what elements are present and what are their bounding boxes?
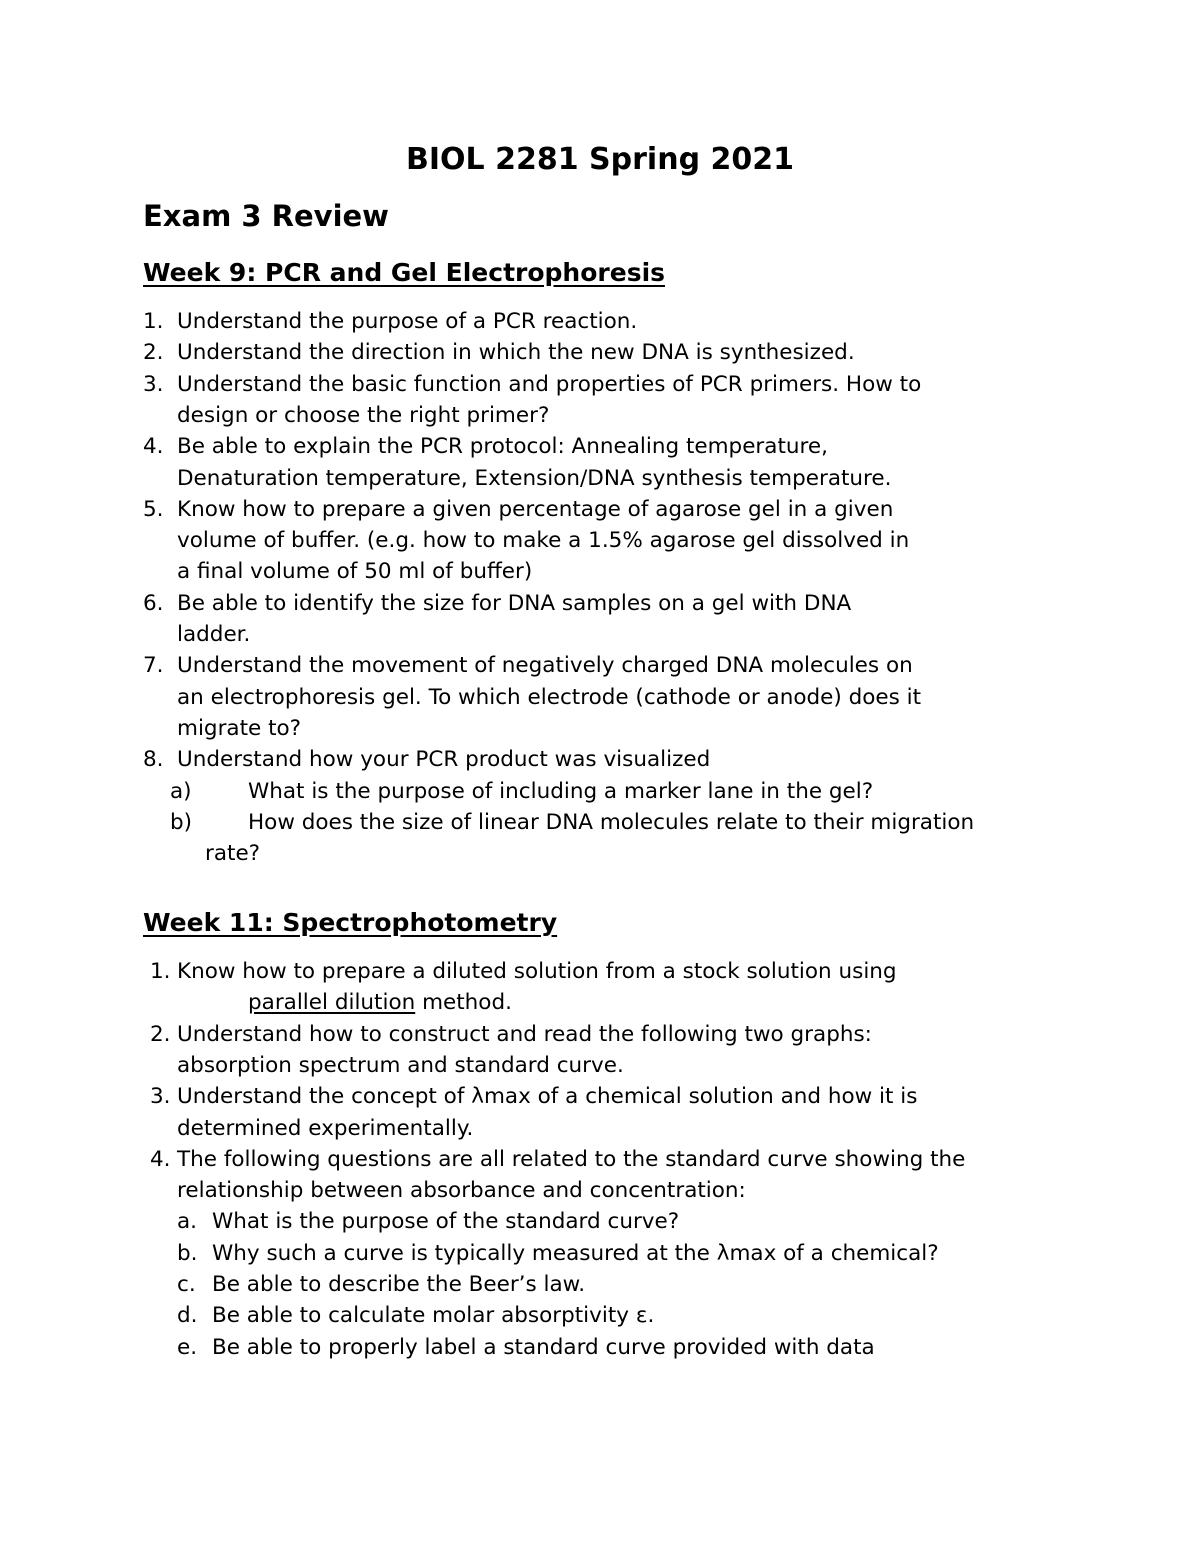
document-title: BIOL 2281 Spring 2021 xyxy=(406,142,794,177)
sublist-item-label: a. xyxy=(177,1209,198,1235)
list-item-text: absorption spectrum and standard curve. xyxy=(177,1052,624,1078)
sublist-item-text: What is the purpose of including a marker lane in the gel? xyxy=(248,778,874,804)
list-item-text-rest: method. xyxy=(415,990,512,1016)
list-item-text: Understand the concept of λmax of a chemical solution and how it is xyxy=(177,1084,918,1110)
sublist-item-text: Be able to describe the Beer’s law. xyxy=(212,1272,586,1297)
list-item-text: migrate to? xyxy=(177,715,302,741)
list-item-number: 1. xyxy=(150,959,171,984)
sublist-item-label: c. xyxy=(177,1272,196,1297)
list-item-text: Know how to prepare a given percentage of agarose gel in a given xyxy=(177,496,894,522)
list-item-number: 5. xyxy=(143,496,164,522)
list-item-text: Denaturation temperature, Extension/DNA synthesis temperature. xyxy=(177,465,892,491)
list-item-text: Understand how your PCR product was visualized xyxy=(177,747,711,773)
sublist-item-text: What is the purpose of the standard curve? xyxy=(212,1209,680,1235)
list-item-text: The following questions are all related to the standard curve showing the xyxy=(177,1146,966,1172)
sublist-item-label: e. xyxy=(177,1334,198,1360)
list-item-text: Understand the movement of negatively charged DNA molecules on xyxy=(177,653,913,679)
sublist-item-text: How does the size of linear DNA molecules relate to their migration xyxy=(248,809,975,835)
list-item-text: Understand how to construct and read the following two graphs: xyxy=(177,1021,872,1047)
list-item-text: an electrophoresis gel. To which electrode (cathode or anode) does it xyxy=(177,684,922,710)
list-item-number: 2. xyxy=(150,1021,171,1047)
week11-heading: Week 11: Spectrophotometry xyxy=(143,908,558,937)
list-item-number: 3. xyxy=(150,1084,171,1110)
sublist-item-label: b. xyxy=(177,1240,198,1266)
sublist-item-label: d. xyxy=(177,1303,198,1329)
week9-heading: Week 9: PCR and Gel Electrophoresis xyxy=(143,258,666,287)
list-item-text: relationship between absorbance and concentration: xyxy=(177,1178,746,1204)
list-item-text: Understand the basic function and properties of PCR primers. How to xyxy=(177,371,922,397)
list-item-number: 8. xyxy=(143,747,164,773)
list-item-text: Know how to prepare a diluted solution from a stock solution using xyxy=(177,959,897,984)
list-item-text: determined experimentally. xyxy=(177,1115,474,1141)
list-item-number: 2. xyxy=(143,340,164,366)
sublist-item-text: Be able to properly label a standard curve provided with data xyxy=(212,1334,875,1360)
sublist-item-text: Why such a curve is typically measured at the λmax of a chemical? xyxy=(212,1240,939,1266)
sublist-item-text: rate? xyxy=(205,841,261,867)
sublist-item-label: b) xyxy=(170,809,193,835)
list-item-text: a final volume of 50 ml of buffer) xyxy=(177,559,533,585)
list-item-text: Be able to explain the PCR protocol: Annealing temperature, xyxy=(177,434,828,460)
list-item-text xyxy=(248,989,512,1017)
list-item-text: Understand the direction in which the new DNA is synthesized. xyxy=(177,340,855,366)
list-item-text: Understand the purpose of a PCR reaction. xyxy=(177,309,638,334)
list-item-text: ladder. xyxy=(177,622,251,647)
sublist-item-label: a) xyxy=(170,778,192,804)
list-item-number: 4. xyxy=(143,434,164,460)
list-item-text: Be able to identify the size for DNA samples on a gel with DNA xyxy=(177,590,852,616)
list-item-number: 6. xyxy=(143,590,164,616)
list-item-number: 7. xyxy=(143,653,164,679)
underlined-term: parallel dilution xyxy=(248,990,416,1016)
list-item-number: 1. xyxy=(143,309,164,334)
list-item-number: 4. xyxy=(150,1146,171,1172)
sublist-item-text: Be able to calculate molar absorptivity ε. xyxy=(212,1303,655,1329)
list-item-text: volume of buffer. (e.g. how to make a 1.5% agarose gel dissolved in xyxy=(177,528,910,554)
list-item-text: design or choose the right primer? xyxy=(177,402,550,428)
document-subtitle: Exam 3 Review xyxy=(143,199,389,233)
list-item-number: 3. xyxy=(143,371,164,397)
